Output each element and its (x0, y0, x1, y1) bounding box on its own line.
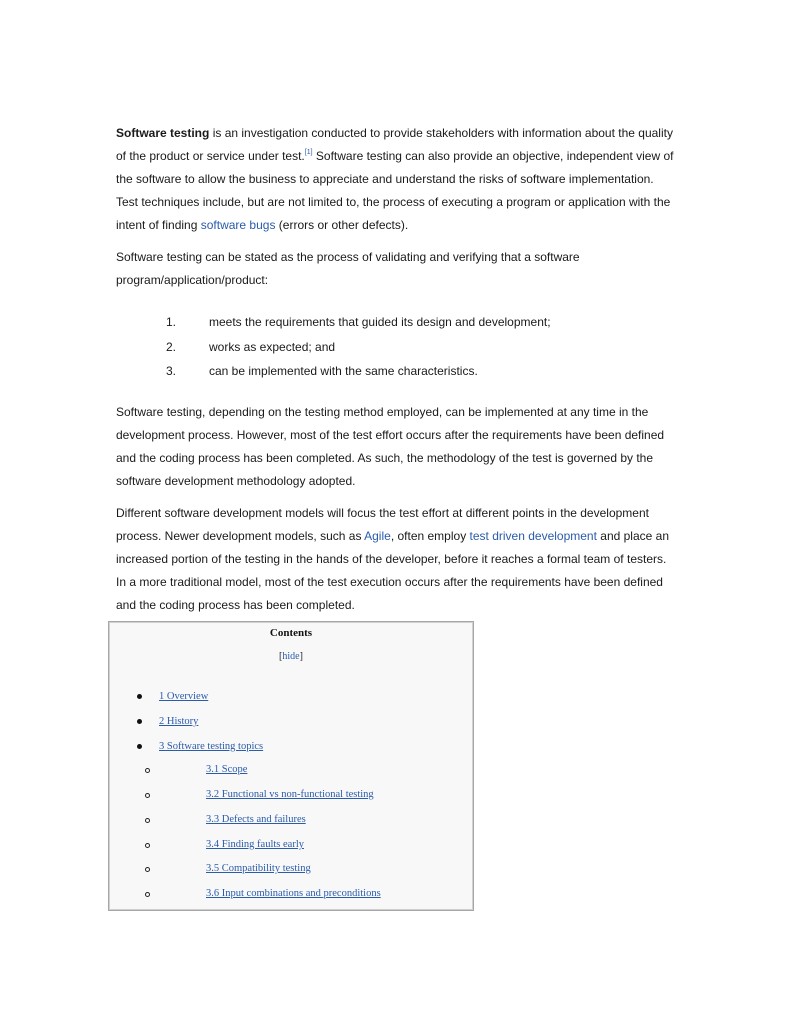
software-bugs-link[interactable]: software bugs (200, 218, 276, 232)
reference-1[interactable]: [1] (304, 149, 313, 156)
requirements-list (116, 310, 678, 384)
table-of-contents (108, 621, 474, 911)
circle-bullet-icon (145, 768, 150, 773)
definition-paragraph: Software testing can be stated as the process of validating and verifying that a software program/application/product: (116, 250, 580, 287)
circle-bullet-icon (145, 892, 150, 897)
models-paragraph: Different software development models will focus the test effort at different points in the development process. Newer development models, such as Agile, often employ test driven development and place an increased portion of the testing in the hands of the developer, before it reaches a formal team of testers. In a more traditional model, most of the test execution occurs after the requirements have been defined and the coding process has been completed. (116, 505, 669, 612)
toc-subitem[interactable]: 3.4 Finding faults early (206, 839, 304, 850)
bullet-icon (137, 744, 142, 749)
toc-subitem[interactable]: 3.3 Defects and failures (206, 814, 306, 825)
toc-item[interactable]: 2 History (159, 716, 199, 727)
toc-subitem[interactable]: 3.2 Functional vs non-functional testing (206, 789, 374, 800)
circle-bullet-icon (145, 818, 150, 823)
toc-hide-button[interactable]: hide (282, 651, 300, 662)
bullet-icon (137, 694, 142, 699)
toc-hide-toggle: [hide] (279, 651, 303, 662)
intro-term: Software testing (116, 126, 210, 140)
toc-item[interactable]: 1 Overview (159, 691, 209, 702)
article-body (116, 122, 678, 617)
circle-bullet-icon (145, 867, 150, 872)
agile-link[interactable]: Agile (364, 528, 391, 543)
requirement-item: 2. works as expected; and (166, 339, 336, 354)
toc-subitem[interactable]: 3.6 Input combinations and preconditions (206, 888, 381, 899)
circle-bullet-icon (145, 843, 150, 848)
toc-title: Contents (269, 627, 313, 639)
requirement-item: 1. meets the requirements that guided its design and development; (166, 315, 551, 329)
toc-item[interactable]: 3 Software testing topics (159, 741, 264, 752)
toc-subitem[interactable]: 3.5 Compatibility testing (206, 863, 311, 874)
requirement-item: 3. can be implemented with the same characteristics. (166, 364, 478, 378)
bullet-icon (137, 719, 142, 724)
circle-bullet-icon (145, 793, 150, 798)
timing-paragraph: Software testing, depending on the testing method employed, can be implemented at any time in the development process. However, most of the test effort occurs after the requirements have been defined and the coding process has been completed. As such, the methodology of the test is governed by the software development methodology adopted. (116, 404, 665, 488)
intro-paragraph: Software testing is an investigation conducted to provide stakeholders with information about the quality of the product or service under test.[1] Software testing can also provide an objective, independent view of the software to allow the business to appreciate and understand the risks of software implementation. Test techniques include, but are not limited to, the process of executing a program or application with the intent of finding software bugs (errors or other defects). (116, 126, 674, 232)
toc-subitem[interactable]: 3.1 Scope (206, 764, 248, 775)
test-driven-development-link[interactable]: test driven development (469, 528, 597, 543)
